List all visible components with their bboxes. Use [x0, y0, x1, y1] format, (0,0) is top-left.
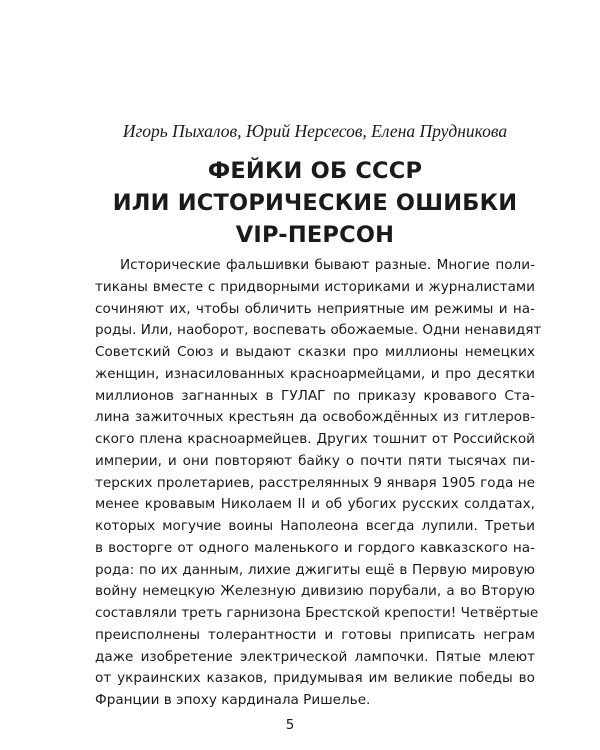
text-line: преисполнены толерантности и готовы приписать неграм	[95, 626, 535, 643]
text-line: войну немецкую Железную дивизию порубали, а во Вторую	[95, 583, 535, 600]
text-line: Советский Союз и выдают сказки про миллионы немецких	[95, 344, 535, 360]
text-line: терских пролетариев, расстрелянных 9 января 1905 года не	[95, 474, 535, 491]
text-line: которых могучие воины Наполеона всегда лупили. Третьи	[95, 518, 535, 534]
body-paragraph	[95, 255, 542, 712]
text-line: Франции в эпоху кардинала Ришелье.	[95, 692, 371, 708]
text-line: от украинских казаков, придумывая им великие победы во	[95, 670, 535, 687]
text-line: тиканы вместе с придворными историками и журналистами	[95, 278, 535, 295]
text-line: даже изобретение электрической лампочки. Пятые млеют	[95, 648, 535, 665]
text-line: в восторге от одного маленького и гордого кавказского на-	[95, 539, 535, 556]
book-title	[95, 155, 535, 251]
text-line: рода: по их данным, лихие джигиты ещё в Первую мировую	[95, 561, 535, 578]
text-line: роды. Или, наоборот, воспевать обожаемые. Одни ненавидят	[95, 322, 542, 339]
text-line: женщин, изнасилованных красноармейцами, и про десятки	[95, 365, 535, 382]
text-line: ского плена красноармейцев. Других тошнит от Российской	[95, 431, 535, 447]
title-line: ИЛИ ИСТОРИЧЕСКИЕ ОШИБКИ	[112, 190, 518, 216]
title-line: ФЕЙКИ ОБ СССР	[207, 158, 423, 184]
text-line: лина зажиточных крестьян да освобождённых из гитлеров-	[95, 409, 535, 426]
text-line: империи, и они повторяют байку о почти пяти тысячах пи-	[95, 452, 535, 469]
text-line: миллионов загнанных в ГУЛАГ по приказу кровавого Ста-	[95, 387, 535, 404]
text-line: Исторические фальшивки бывают разные. Многие поли-	[120, 257, 535, 273]
text-line: сочиняют их, чтобы обличить неприятные им режимы и на-	[95, 300, 535, 317]
page-number: 5	[285, 717, 295, 733]
authors-line: Игорь Пыхалов, Юрий Нерсесов, Елена Прудникова	[122, 121, 508, 141]
text-line: менее кровавым Николаем II и об убогих русских солдатах,	[95, 496, 535, 513]
title-line: VIP-ПЕРСОН	[235, 222, 395, 248]
text-line: составляли треть гарнизона Брестской крепости! Четвёртые	[95, 605, 539, 621]
